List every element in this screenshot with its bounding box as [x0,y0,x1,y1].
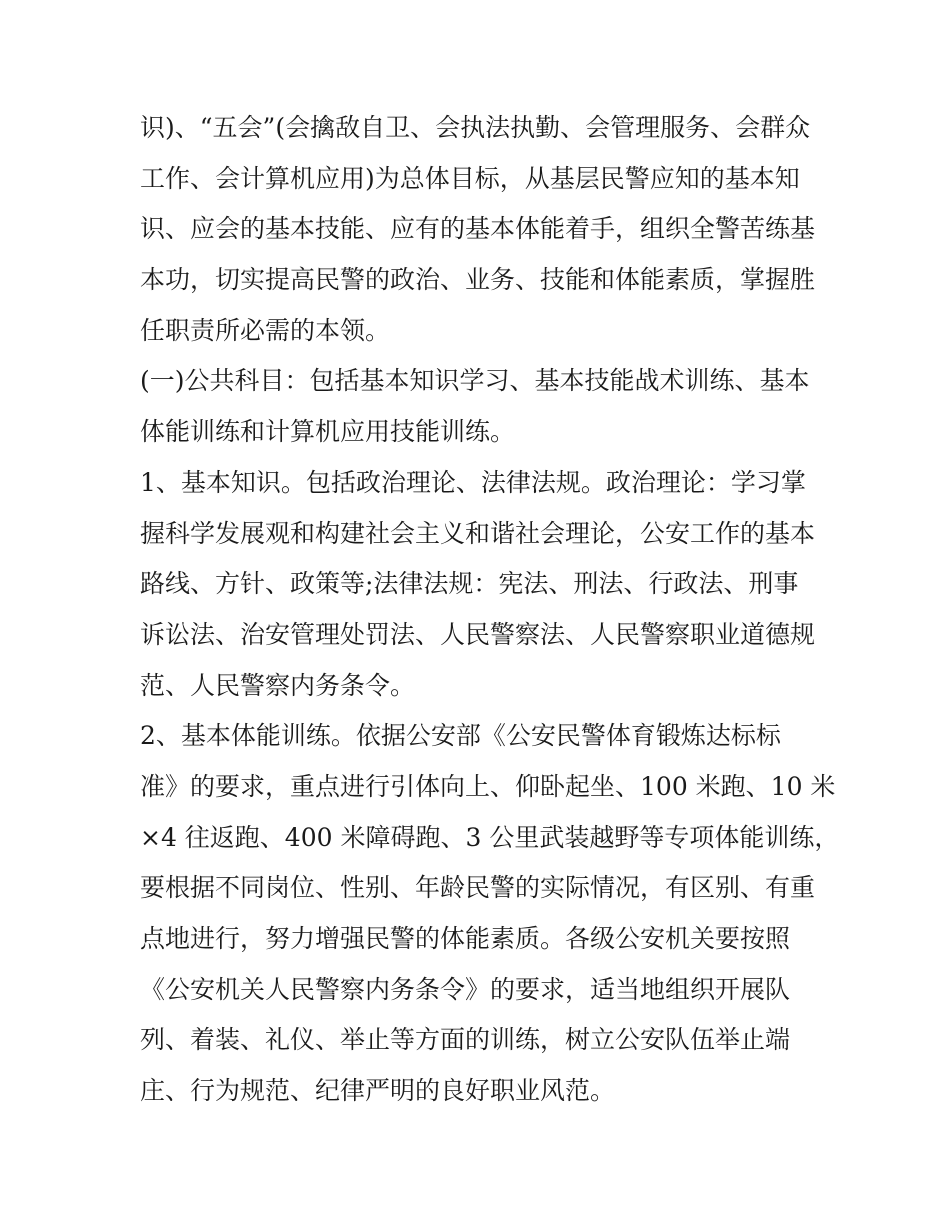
document-body [140,103,840,1117]
text-line: 路线、方针、政策等;法律法规：宪法、刑法、行政法、刑事 [140,569,799,599]
text-line: 庄、行为规范、纪律严明的良好职业风范。 [140,1076,616,1106]
text-line: (一)公共科目：包括基本知识学习、基本技能战术训练、基本 [140,366,810,396]
text-line: 要根据不同岗位、性别、年龄民警的实际情况，有区别、有重 [140,873,816,903]
text-line: 列、着装、礼仪、举止等方面的训练，树立公安队伍举止端 [140,1025,791,1055]
text-line: 识、应会的基本技能、应有的基本体能着手，组织全警苦练基 [140,214,816,244]
text-line: ×4 往返跑、400 米障碍跑、3 公里武装越野等专项体能训练， [140,822,840,852]
paragraph-basic-knowledge [140,458,820,711]
text-line: 2、基本体能训练。依据公安部《公安民警体育锻炼达标标 [140,721,781,751]
paragraph-physical-training [140,711,840,1117]
text-line: 任职责所必需的本领。 [140,315,391,345]
text-line: 本功，切实提高民警的政治、业务、技能和体能素质，掌握胜 [140,265,816,295]
text-line: 《公安机关人民警察内务条令》的要求，适当地组织开展队 [140,974,791,1004]
text-line: 1、基本知识。包括政治理论、法律法规。政治理论：学习掌 [140,467,806,497]
text-line: 诉讼法、治安管理处罚法、人民警察法、人民警察职业道德规 [140,619,816,649]
text-line: 范、人民警察内务条令。 [140,670,416,700]
paragraph-goals [140,103,820,356]
text-line: 点地进行，努力增强民警的体能素质。各级公安机关要按照 [140,924,791,953]
text-line: 准》的要求，重点进行引体向上、仰卧起坐、100 米跑、10 米 [140,771,836,801]
paragraph-public-subjects [140,356,820,457]
text-line: 体能训练和计算机应用技能训练。 [140,417,516,447]
text-line: 工作、会计算机应用)为总体目标，从基层民警应知的基本知 [140,163,800,193]
text-line: 识)、“五会”(会擒敌自卫、会执法执勤、会管理服务、会群众 [140,113,811,142]
text-line: 握科学发展观和构建社会主义和谐社会理论，公安工作的基本 [140,518,816,548]
